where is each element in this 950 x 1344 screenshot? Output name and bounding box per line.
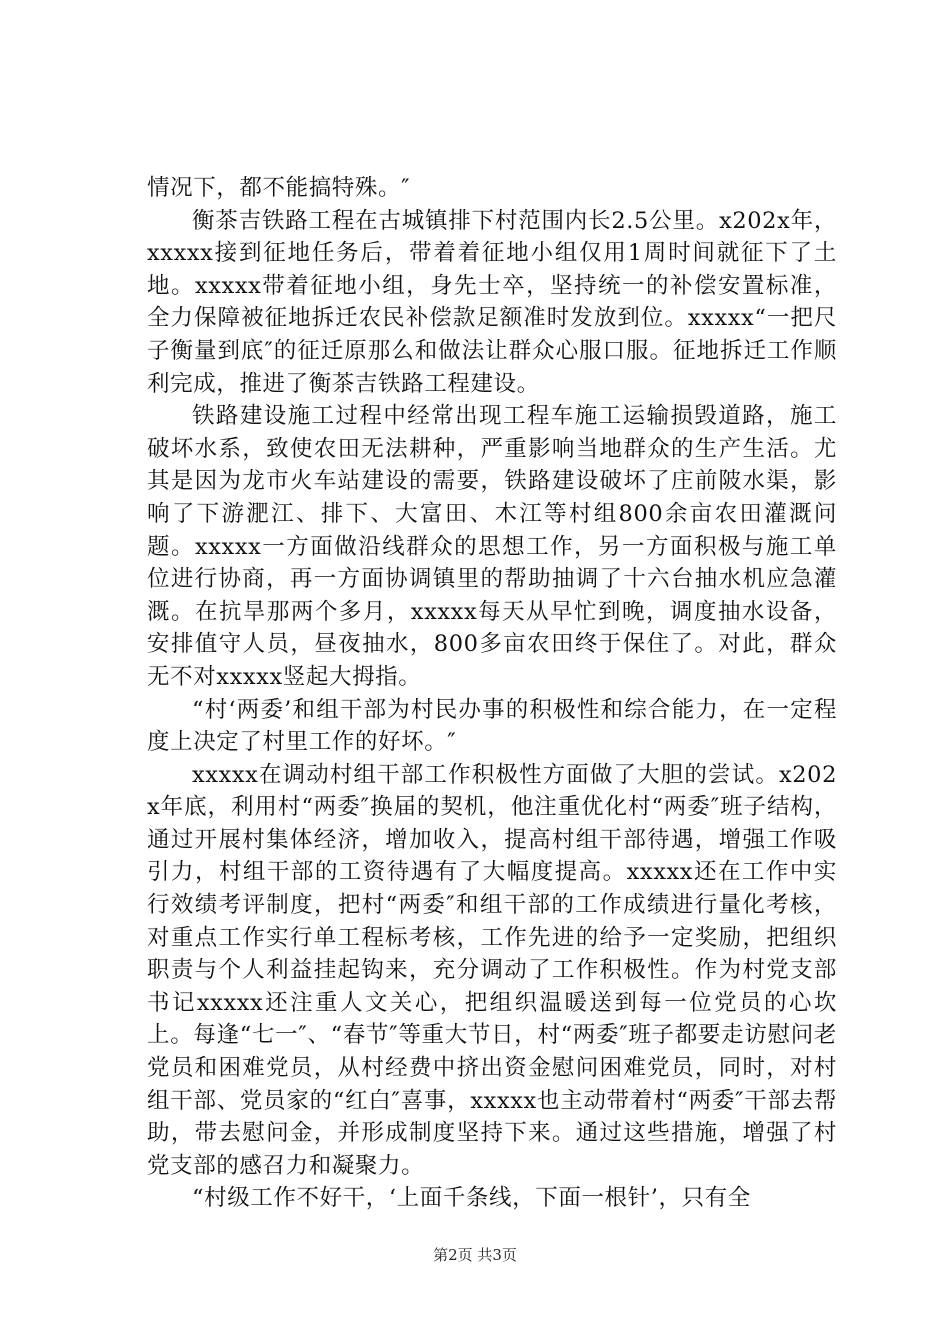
paragraph-continuation: 情况下，都不能搞特殊。″ [147, 175, 411, 201]
paragraph-quote-cadres: “村‘两委’和组干部为村民办事的积极性和综合能力，在一定程度上决定了村里工作的好坏。″ [147, 696, 837, 756]
page-footer: 第2页 共3页 [433, 1246, 517, 1264]
paragraph-railway-land: 衡茶吉铁路工程在古城镇排下村范围内长2.5公里。x202x年，xxxxx接到征地任务后，带着着征地小组仅用1周时间就征下了土地。xxxxx带着征地小组，身先士卒，坚持统一的补偿安置标准，全力保障被征地拆迁农民补偿款足额准时发放到位。xxxxx“一把尺子衡量到底″的征迁原那么和做法让群众心服口服。征地拆迁工作顺利完成，推进了衡茶吉铁路工程建设。 [147, 207, 837, 397]
paragraph-cadre-incentives: xxxxx在调动村组干部工作积极性方面做了大胆的尝试。x202x年底，利用村“两委″换届的契机，他注重优化村“两委″班子结构，通过开展村集体经济，增加收入，提高村组干部待遇，增强工作吸引力，村组干部的工资待遇有了大幅度提高。xxxxx还在工作中实行效绩考评制度，把村“两委″和组干部的工作成绩进行量化考核，对重点工作实行单工程标考核，工作先进的给予一定奖励，把组织职责与个人利益挂起钩来，充分调动了工作积极性。作为村党支部书记xxxxx还注重人文关心，把组织温暖送到每一位党员的心坎上。每逢“七一″、“春节″等重大节日，村“两委″班子都要走访慰问老党员和困难党员，从村经费中挤出资金慰问困难党员，同时，对村组干部、党员家的“红白″喜事，xxxxx也主动带着村“两委″干部去帮助，带去慰问金，并形成制度坚持下来。通过这些措施，增强了村党支部的感召力和凝聚力。 [147, 761, 837, 1179]
document-body [147, 172, 837, 1215]
paragraph-railway-irrigation: 铁路建设施工过程中经常出现工程车施工运输损毁道路，施工破坏水系，致使农田无法耕种，严重影响当地群众的生产生活。尤其是因为龙市火车站建设的需要，铁路建设破坏了庄前陂水渠，影响了下游淝江、排下、大富田、木江等村组800余亩农田灌溉问题。xxxxx一方面做沿线群众的思想工作，另一方面积极与施工单位进行协商，再一方面协调镇里的帮助抽调了十六台抽水机应急灌溉。在抗旱那两个多月，xxxxx每天从早忙到晚，调度抽水设备，安排值守人员，昼夜抽水，800多亩农田终于保住了。对此，群众无不对xxxxx竖起大拇指。 [147, 403, 837, 690]
paragraph-quote-village-work: “村级工作不好干，‘上面千条线，下面一根针’，只有全 [192, 1185, 751, 1212]
